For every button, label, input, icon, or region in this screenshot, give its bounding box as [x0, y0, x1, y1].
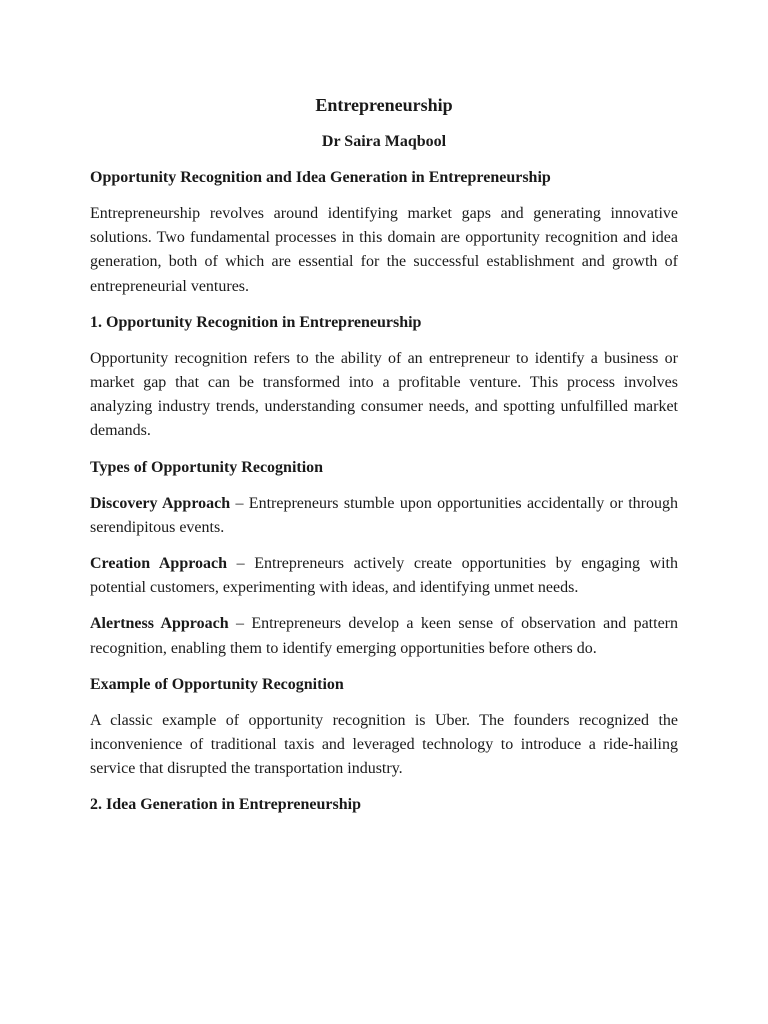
section2-heading: 2. Idea Generation in Entrepreneurship: [90, 796, 361, 814]
document-author: Dr Saira Maqbool: [321, 133, 447, 150]
type-creation-paragraph: [90, 552, 678, 600]
section1-heading: 1. Opportunity Recognition in Entrepreneurship: [90, 313, 422, 331]
type-creation-text: – Entrepreneurs actively create opportunities by engaging with potential customers, experimenting with ideas, and identifying unmet needs.: [90, 555, 678, 597]
section1-paragraph: Opportunity recognition refers to the ability of an entrepreneur to identify a business or market gap that can be transformed into a profitable venture. This process involves analyzing industry trends, understanding consumer needs, and spotting unfulfilled market demands.: [90, 349, 678, 440]
type-alertness-paragraph: [90, 612, 678, 660]
example-heading: Example of Opportunity Recognition: [90, 675, 344, 693]
type-discovery-term: Discovery Approach: [90, 494, 231, 512]
types-heading: Types of Opportunity Recognition: [90, 458, 324, 476]
section-heading: Opportunity Recognition and Idea Generation in Entrepreneurship: [90, 169, 551, 186]
example-paragraph: A classic example of opportunity recognition is Uber. The founders recognized the inconvenience of traditional taxis and leveraged technology to introduce a ride-hailing service that disrupted the transportation industry.: [90, 711, 678, 778]
document-title: Entrepreneurship: [315, 95, 453, 115]
intro-paragraph: Entrepreneurship revolves around identifying market gaps and generating innovative solutions. Two fundamental processes in this domain are opportunity recognition and idea generation, both of which are essential for the successful establishment and growth of entrepreneurial ventures.: [90, 205, 678, 295]
document-page: [90, 92, 678, 829]
type-alertness-text: – Entrepreneurs develop a keen sense of observation and pattern recognition, enabling them to identify emerging opportunities before others do.: [90, 615, 679, 657]
type-creation-term: Creation Approach: [90, 555, 228, 573]
type-discovery-paragraph: [90, 492, 678, 540]
type-discovery-text: – Entrepreneurs stumble upon opportunities accidentally or through serendipitous events.: [90, 494, 678, 536]
type-alertness-term: Alertness Approach: [90, 615, 229, 633]
